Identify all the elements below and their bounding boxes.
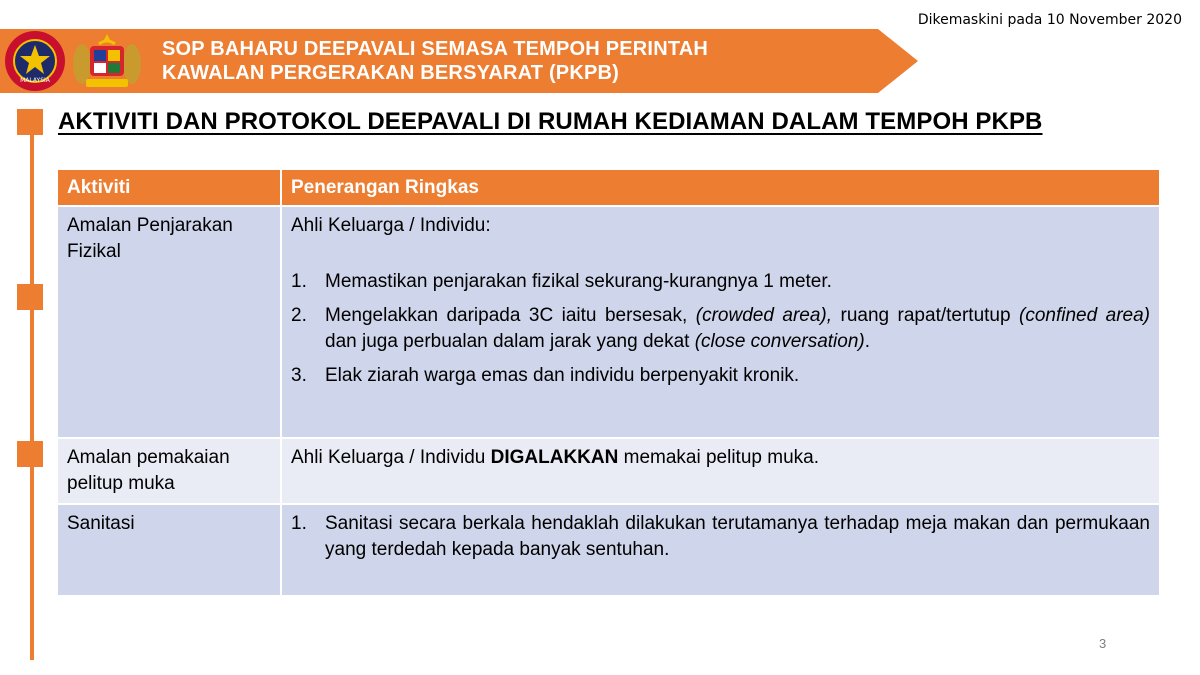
malaysia-coat-of-arms-icon bbox=[72, 32, 142, 90]
list-item bbox=[291, 511, 1150, 563]
list-item bbox=[291, 269, 1150, 295]
table-row bbox=[58, 206, 1160, 438]
text-segment: Mengelakkan daripada 3C iaitu bersesak, bbox=[325, 305, 696, 326]
table-row bbox=[58, 504, 1160, 595]
description-intro: Ahli Keluarga / Individu: bbox=[291, 215, 491, 236]
numbered-list bbox=[291, 511, 1150, 563]
timeline-marker bbox=[17, 284, 43, 310]
nsc-logo-icon bbox=[4, 30, 66, 92]
section-title: AKTIVITI DAN PROTOKOL DEEPAVALI DI RUMAH KEDIAMAN DALAM TEMPOH PKPB bbox=[58, 108, 1043, 135]
text-segment: Ahli Keluarga / Individu bbox=[291, 447, 491, 468]
list-number: 1. bbox=[291, 271, 307, 292]
list-number: 2. bbox=[291, 305, 307, 326]
italic-term: (confined area) bbox=[1019, 305, 1151, 326]
table-header-row bbox=[58, 170, 1160, 206]
svg-text:MALAYSIA: MALAYSIA bbox=[20, 77, 50, 84]
list-number: 1. bbox=[291, 513, 307, 534]
list-item bbox=[291, 363, 1150, 389]
bold-term: DIGALAKKAN bbox=[490, 447, 619, 468]
column-header-description: Penerangan Ringkas bbox=[281, 170, 1160, 206]
timeline-line bbox=[30, 120, 34, 660]
list-text bbox=[325, 303, 1150, 355]
text-segment: ruang rapat/tertutup bbox=[832, 305, 1020, 326]
description-cell bbox=[281, 206, 1160, 438]
activity-cell: Amalan pemakaian pelitup muka bbox=[58, 438, 281, 504]
numbered-list bbox=[291, 269, 1150, 389]
list-text: Memastikan penjarakan fizikal sekurang-kurangnya 1 meter. bbox=[325, 271, 832, 292]
text-segment: memakai pelitup muka. bbox=[618, 447, 819, 468]
description-cell bbox=[281, 438, 1160, 504]
italic-term: (close conversation) bbox=[694, 331, 865, 352]
banner-title-line2: KAWALAN PERGERAKAN BERSYARAT (PKPB) bbox=[162, 62, 620, 84]
updated-date-note: Dikemaskini pada 10 November 2020 bbox=[917, 12, 1182, 28]
timeline-marker bbox=[17, 109, 43, 135]
list-number: 3. bbox=[291, 365, 307, 386]
list-text: Elak ziarah warga emas dan individu berpenyakit kronik. bbox=[325, 365, 800, 386]
description-cell bbox=[281, 504, 1160, 595]
text-segment: . bbox=[864, 331, 871, 352]
activity-cell: Amalan Penjarakan Fizikal bbox=[58, 206, 281, 438]
activity-cell: Sanitasi bbox=[58, 504, 281, 595]
table-row bbox=[58, 438, 1160, 504]
text-segment: dan juga perbualan dalam jarak yang dekat bbox=[325, 331, 695, 352]
italic-term: (crowded area), bbox=[695, 305, 833, 326]
banner-title bbox=[162, 37, 708, 85]
page-number: 3 bbox=[1099, 636, 1107, 651]
activity-table bbox=[58, 170, 1161, 595]
list-text: Sanitasi secara berkala hendaklah dilakukan terutamanya terhadap meja makan dan permukaan yang terdedah kepada banyak sentuhan. bbox=[325, 513, 1150, 560]
list-item bbox=[291, 303, 1150, 355]
banner-title-line1: SOP BAHARU DEEPAVALI SEMASA TEMPOH PERINTAH bbox=[162, 38, 709, 60]
column-header-activity: Aktiviti bbox=[58, 170, 281, 206]
timeline-marker bbox=[17, 441, 43, 467]
